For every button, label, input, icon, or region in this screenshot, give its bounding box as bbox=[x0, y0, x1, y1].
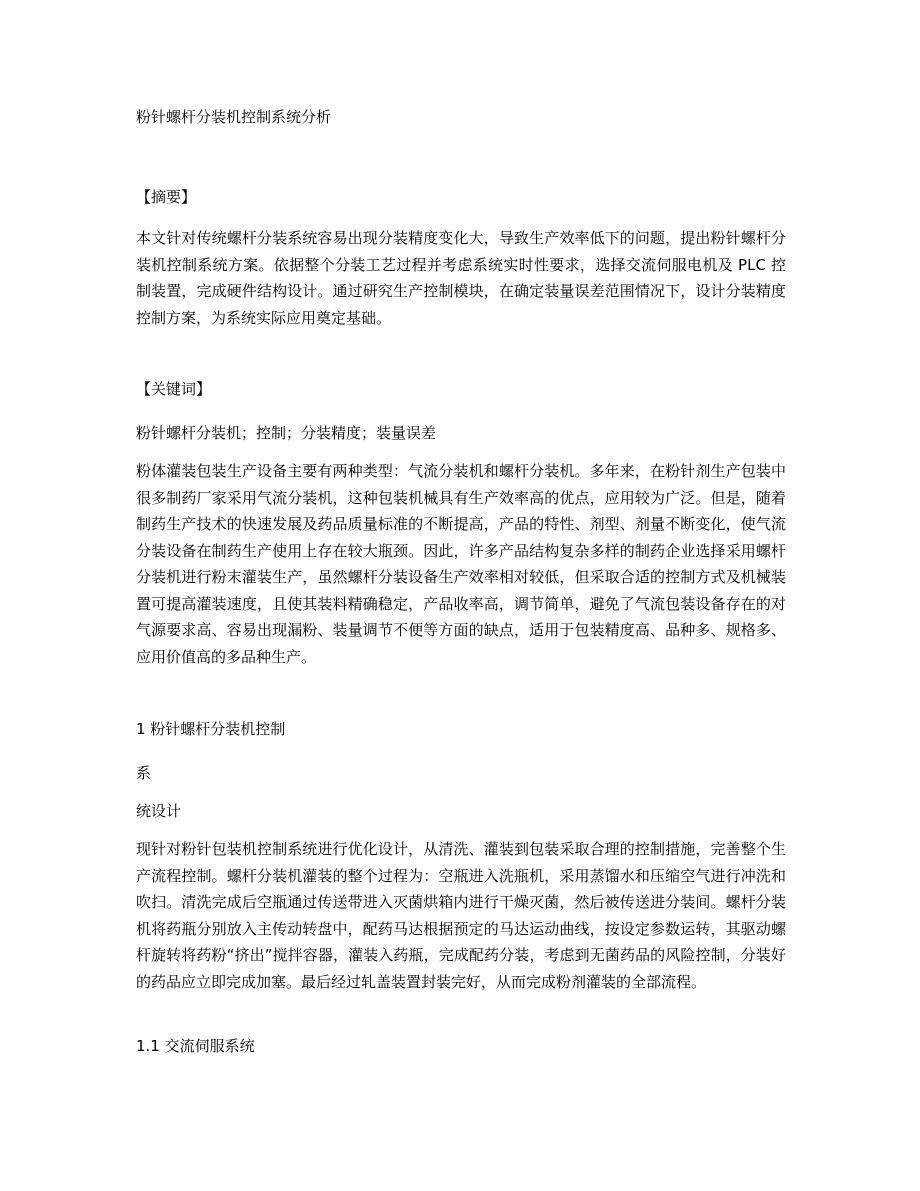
section-1-heading: 1 粉针螺杆分装机控制 bbox=[136, 720, 286, 738]
abstract-paragraph: 本文针对传统螺杆分装系统容易出现分装精度变化大，导致生产效率低下的问题，提出粉针螺杆分装机控制系统方案。依据整个分装工艺过程并考虑系统实时性要求，选择交流伺服电机及 PLC 控制装置，完成硬件结构设计。通过研究生产控制模块，在确定装量误差范围情况下，设计分装精度控制方案，为系统实际应用奠定基础。 bbox=[136, 229, 786, 327]
section-1-heading-continued: 系 bbox=[136, 764, 152, 782]
subsection-1-1-heading: 1.1 交流伺服系统 bbox=[136, 1037, 255, 1055]
intro-paragraph: 粉体灌装包装生产设备主要有两种类型：气流分装机和螺杆分装机。多年来，在粉针剂生产包装中很多制药厂家采用气流分装机，这种包装机械具有生产效率高的优点，应用较为广泛。但是，随着制药生产技术的快速发展及药品质量标准的不断提高，产品的特性、剂型、剂量不断变化，使气流分装设备在制药生产使用上存在较大瓶颈。因此，许多产品结构复杂多样的制药企业选择采用螺杆分装机进行粉末灌装生产，虽然螺杆分装设备生产效率相对较低，但采取合适的控制方式及机械装置可提高灌装速度，且使其装料精确稳定，产品收率高，调节简单，避免了气流包装设备存在的对气源要求高、容易出现漏粉、装量调节不便等方面的缺点，适用于包装精度高、品种多、规格多、应用价值高的多品种生产。 bbox=[136, 462, 786, 666]
keywords-text: 粉针螺杆分装机；控制；分装精度；装量误差 bbox=[136, 424, 437, 442]
keywords-heading: 【关键词】 bbox=[136, 380, 212, 398]
section-1-heading-tail: 统设计 bbox=[136, 802, 182, 820]
section-1-paragraph: 现针对粉针包装机控制系统进行优化设计，从清洗、灌装到包装采取合理的控制措施，完善整个生产流程控制。螺杆分装机灌装的整个过程为：空瓶进入洗瓶机，采用蒸馏水和压缩空气进行冲洗和吹扫。清洗完成后空瓶通过传送带进入灭菌烘箱内进行干燥灭菌，然后被传送进分装间。螺杆分装机将药瓶分别放入主传动转盘中，配药马达根据预定的马达运动曲线，按设定参数运转，其驱动螺杆旋转将药粉“挤出”搅拌容器，灌装入药瓶，完成配药分装，考虑到无菌药品的风险控制，分装好的药品应立即完成加塞。最后经过轧盖装置封装完好，从而完成粉剂灌装的全部流程。 bbox=[136, 840, 786, 991]
document-title: 粉针螺杆分装机控制系统分析 bbox=[136, 108, 332, 126]
abstract-heading: 【摘要】 bbox=[136, 188, 197, 206]
